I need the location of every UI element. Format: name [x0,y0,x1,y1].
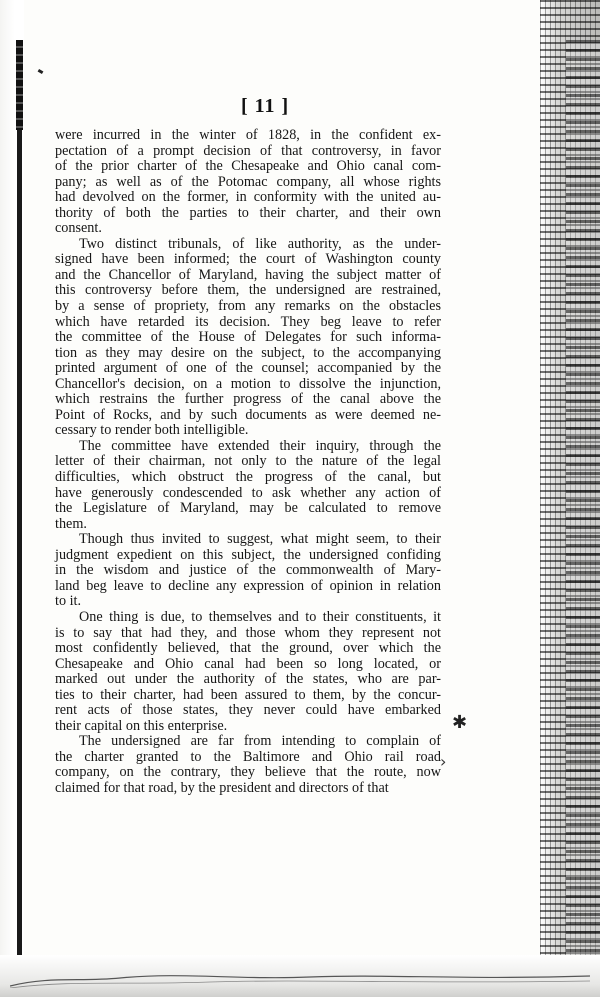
text-line: by a sense of propriety, from any remarks on the obstacles [55,298,441,315]
text-line: rent acts of those states, they never could have embarked [55,702,441,719]
text-line: them. [55,515,87,532]
text-line: the committee of the House of Delegates for such informa- [55,329,441,346]
text-line: printed argument of one of the counsel; accompanied by the [55,360,441,377]
ink-speck [38,69,44,74]
text-line: which restrains the further progress of the canal above the [55,391,441,408]
text-line: judgment expedient on this subject, the undersigned confiding [55,546,441,563]
text-line: cessary to render both intelligible. [55,422,249,439]
text-line: were incurred in the winter of 1828, in the confident ex- [55,127,441,143]
paragraph [55,439,441,532]
text-line: company, on the contrary, they believe that the route, now [55,764,441,781]
binding-edge [17,40,22,995]
text-line: Though thus invited to suggest, what might seem, to their [79,531,441,548]
body-text [55,128,441,797]
text-line: the Legislature of Maryland, may be calculated to remove [55,500,441,517]
paragraph [55,610,441,734]
text-line: claimed for that road, by the president and directors of that [55,779,389,796]
text-line: Chesapeake and Ohio canal had been so long located, or [55,655,441,672]
binding-edge-top [16,40,23,130]
text-line: the charter granted to the Baltimore and Ohio rail road [55,748,441,765]
page-number: [ 11 ] [241,95,290,117]
text-line: Point of Rocks, and by such documents as were deemed ne- [55,406,441,423]
text-line: One thing is due, to themselves and to their constituents, it [79,608,441,625]
text-line: pectation of a prompt decision of that controversy, in favor [55,142,441,159]
text-line: have generously condescended to ask whether any action of [55,484,441,501]
text-line: Chancellor's decision, on a motion to dissolve the injunction, [55,375,441,392]
text-line: and the Chancellor of Maryland, having the subject matter of [55,266,441,283]
text-line: difficulties, which obstruct the progress of the canal, but [55,469,441,486]
page-edge-right-dark [566,40,600,980]
paragraph [55,128,441,237]
text-line: letter of their chairman, not only to the nature of the legal [55,453,441,470]
paragraph [55,734,441,796]
margin-mark: ✱ [452,712,468,733]
text-line: to it. [55,593,82,610]
text-line: tion as they may desire on the subject, to the accompanying [55,344,441,361]
text-line: consent. [55,220,102,237]
text-line: their capital on this enterprise. [55,717,228,734]
text-line: The undersigned are far from intending to complain of [79,733,441,750]
text-line: in the wisdom and justice of the commonwealth of Mary- [55,562,441,579]
text-line: had devolved on the former, in conformity with the united au- [55,189,441,206]
text-line: is to say that had they, and those whom they represent not [55,624,441,641]
text-line: ties to their charter, had been assured to them, by the concur- [55,686,441,703]
text-line: this controversy before them, the undersigned are restrained, [55,282,441,299]
text-line: pany; as well as of the Potomac company, all whose rights [55,173,441,190]
margin-caret: › [440,752,447,771]
text-line: which have retarded its decision. They beg leave to refer [55,313,441,330]
text-line: signed have been informed; the court of Washington county [55,251,441,268]
text-line: land beg leave to decline any expression of opinion in relation [55,577,441,594]
text-line: The committee have extended their inquiry, through the [79,437,441,454]
text-line: most confidently believed, that the ground, over which the [55,640,441,657]
text-line: of the prior charter of the Chesapeake and Ohio canal com- [55,158,441,175]
text-line: marked out under the authority of the states, who are par- [55,671,441,688]
text-line: thority of both the parties to their charter, and their own [55,204,441,221]
paragraph [55,237,441,439]
page-edge-bottom-curve [10,968,590,988]
text-line: Two distinct tribunals, of like authority, as the under- [79,235,441,252]
paragraph [55,532,441,610]
